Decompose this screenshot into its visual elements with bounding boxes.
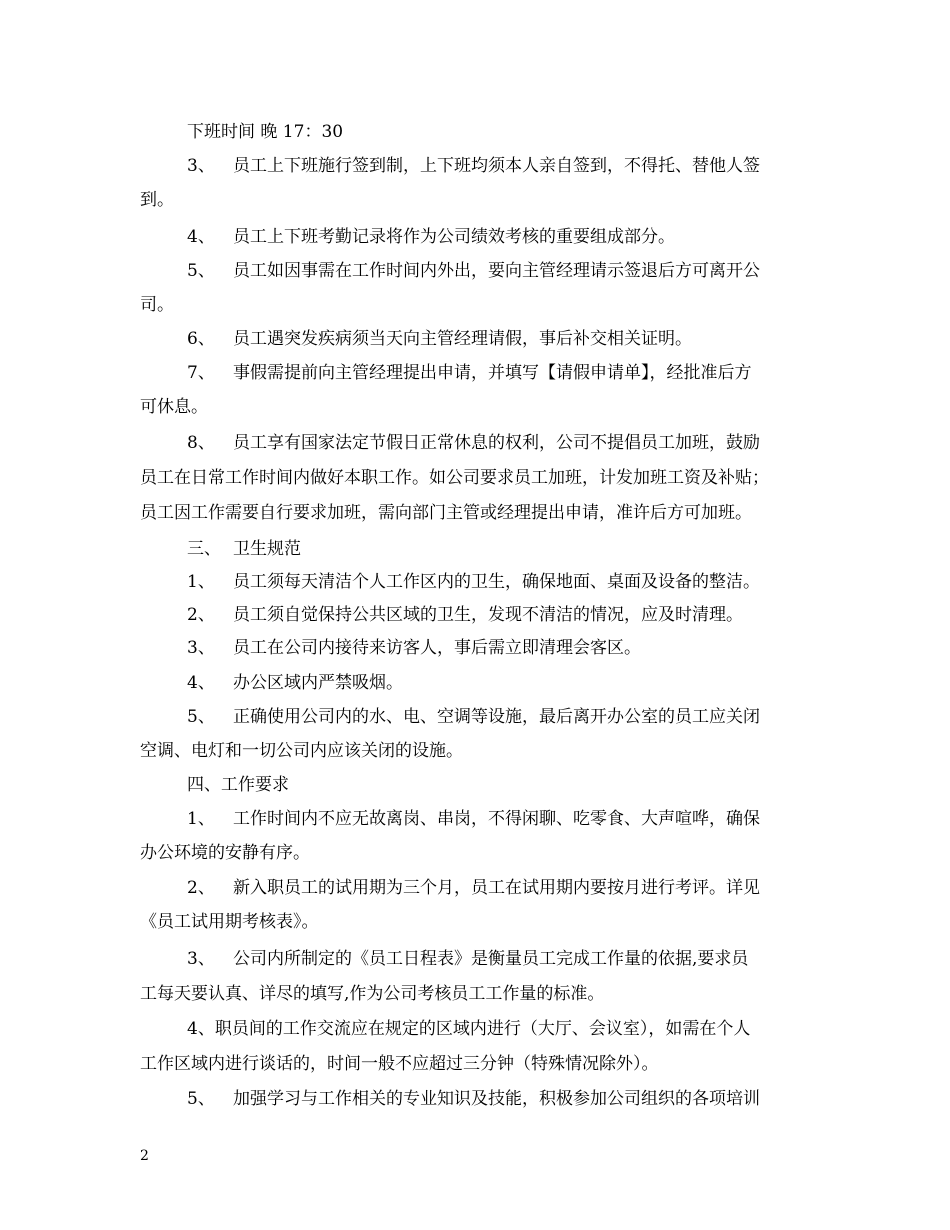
item-number: 5、 [187,261,215,281]
list-item: 1、 工作时间内不应无故离岗、串岗，不得闲聊、吃零食、大声喧哗，确保 [187,809,760,829]
list-item: 2、 新入职员工的试用期为三个月，员工在试用期内要按月进行考评。详见 [187,878,760,898]
text-line: 空调、电灯和一切公司内应该关闭的设施。 [140,741,463,761]
list-item: 5、 员工如因事需在工作时间内外出，要向主管经理请示签退后方可离开公 [187,261,760,281]
section-heading: 四、工作要求 [187,775,289,795]
item-number: 3、 [187,638,215,658]
list-item: 6、 员工遇突发疾病须当天向主管经理请假，事后补交相关证明。 [187,329,692,349]
list-item: 5、 正确使用公司内的水、电、空调等设施，最后离开办公室的员工应关闭 [187,707,760,727]
text-line: 下班时间 晚 17：30 [187,122,344,142]
list-item: 3、 员工上下班施行签到制，上下班均须本人亲自签到，不得托、替他人签 [187,156,760,176]
list-item: 3、 公司内所制定的《员工日程表》是衡量员工完成工作量的依据,要求员 [187,949,749,969]
text-line: 到。 [140,190,174,210]
item-number: 4、 [187,227,215,247]
item-number: 5、 [187,1089,215,1109]
page-number: 2 [140,1148,149,1164]
list-item: 2、 员工须自觉保持公共区域的卫生，发现不清洁的情况，应及时清理。 [187,605,743,625]
text-line: 员工因工作需要自行要求加班，需向部门主管或经理提出申请，准许后方可加班。 [140,503,752,523]
list-item: 3、 员工在公司内接待来访客人，事后需立即清理会客区。 [187,638,641,658]
text-line: 可休息。 [140,397,208,417]
item-number: 2、 [187,878,215,898]
text-line: 员工在日常工作时间内做好本职工作。如公司要求员工加班，计发加班工资及补贴； [140,468,769,488]
item-number: 3、 [187,949,215,969]
list-item: 4、职员间的工作交流应在规定的区域内进行（大厅、会议室），如需在个人 [187,1019,751,1039]
list-item: 8、 员工享有国家法定节假日正常休息的权利，公司不提倡员工加班，鼓励 [187,433,760,453]
list-item: 5、 加强学习与工作相关的专业知识及技能，积极参加公司组织的各项培训 [187,1089,760,1109]
text-line: 《员工试用期考核表》。 [140,912,319,932]
item-number: 8、 [187,433,215,453]
item-number: 7、 [187,363,215,383]
section-number: 三、 [187,539,221,559]
item-number: 1、 [187,809,215,829]
list-item: 4、 办公区域内严禁吸烟。 [187,673,403,693]
item-number: 5、 [187,707,215,727]
item-number: 2、 [187,605,215,625]
item-number: 3、 [187,156,215,176]
section-heading: 三、 卫生规范 [187,539,301,559]
list-item: 7、 事假需提前向主管经理提出申请，并填写【请假申请单】，经批准后方 [187,363,752,383]
list-item: 4、 员工上下班考勤记录将作为公司绩效考核的重要组成部分。 [187,227,675,247]
item-number: 4、 [187,673,215,693]
text-line: 工作区域内进行谈话的，时间一般不应超过三分钟（特殊情况除外）。 [140,1054,659,1074]
text-line: 办公环境的安静有序。 [140,843,310,863]
text-line: 司。 [140,295,174,315]
item-number: 6、 [187,329,215,349]
list-item: 1、 员工须每天清洁个人工作区内的卫生，确保地面、桌面及设备的整洁。 [187,572,760,592]
text-line: 工每天要认真、详尽的填写,作为公司考核员工工作量的标准。 [140,984,605,1004]
item-number: 1、 [187,572,215,592]
